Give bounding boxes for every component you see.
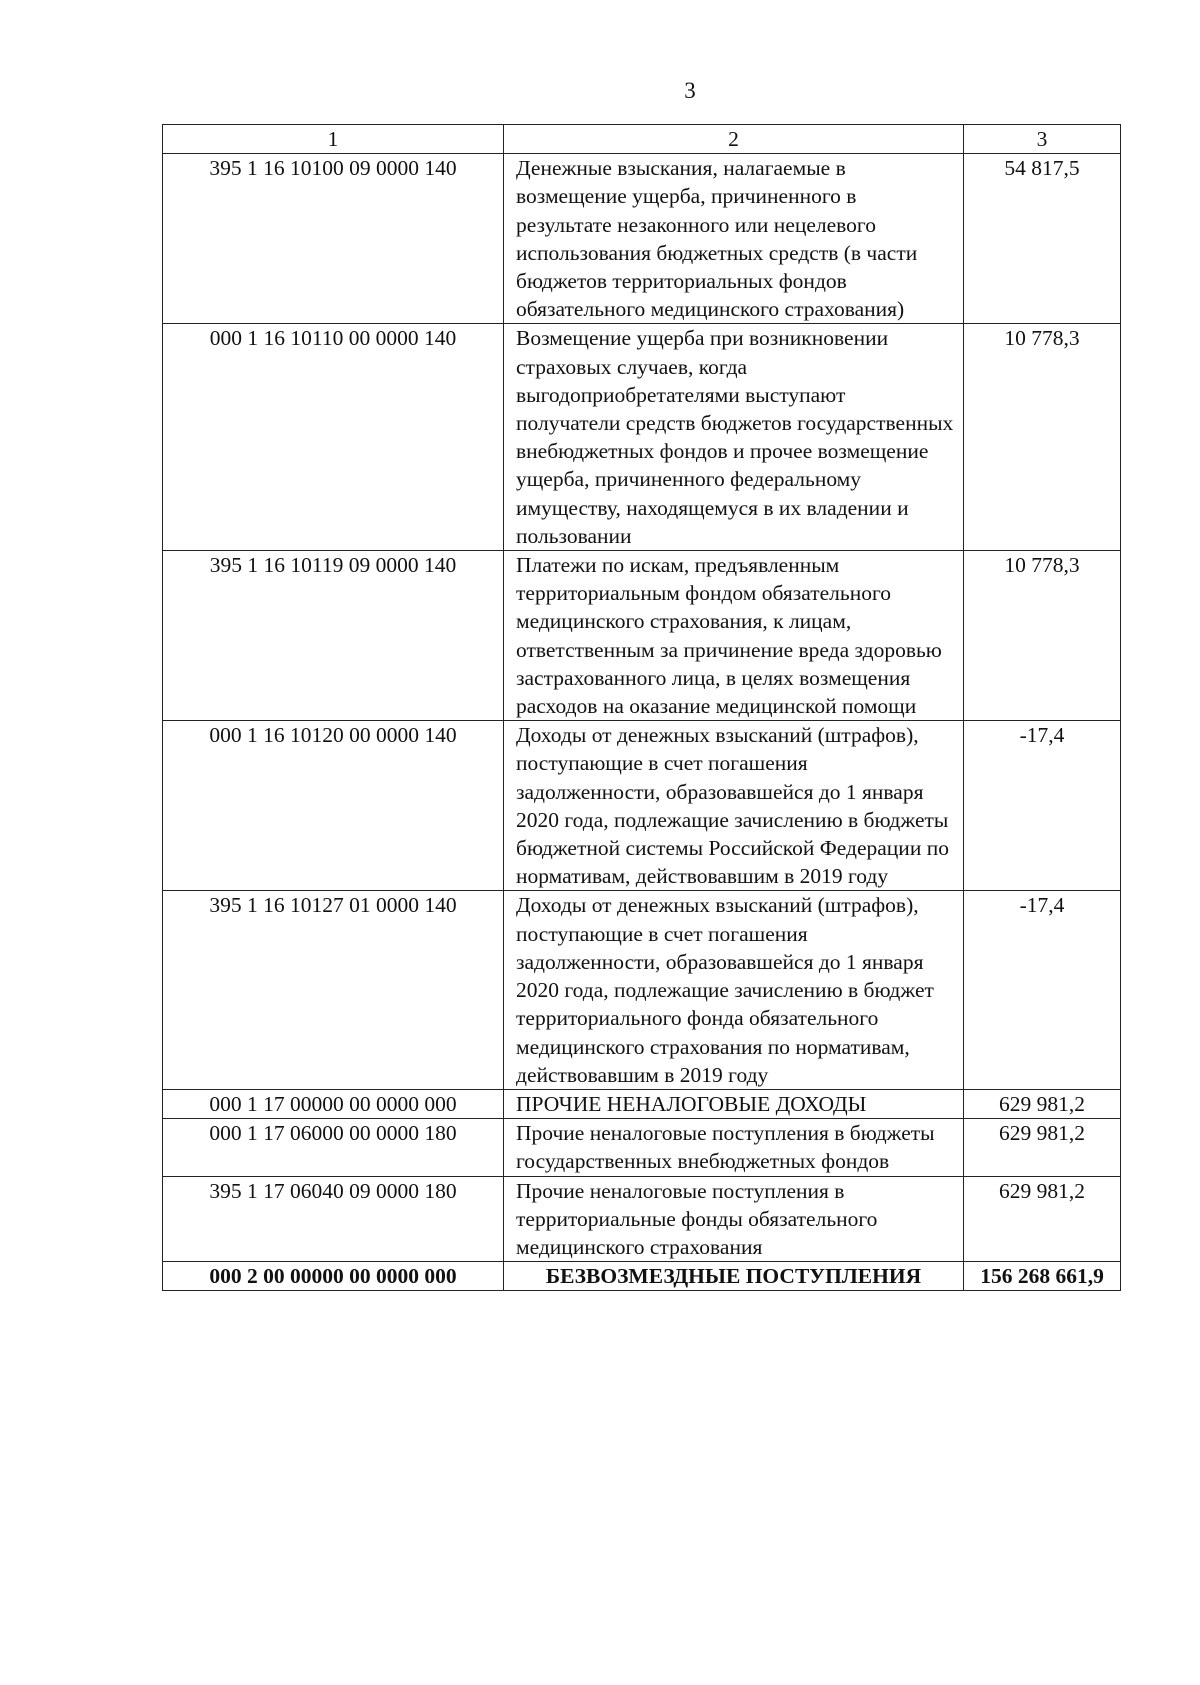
row-description: Прочие неналоговые поступления в территориальные фонды обязательного медицинского страхования <box>504 1176 964 1262</box>
row-amount: 629 981,2 <box>964 1176 1121 1262</box>
row-amount: -17,4 <box>964 721 1121 891</box>
column-header-3: 3 <box>964 125 1121 154</box>
column-header-1: 1 <box>163 125 504 154</box>
revenue-table <box>162 124 1121 1291</box>
row-amount: 629 981,2 <box>964 1089 1121 1118</box>
table-row <box>163 891 1121 1089</box>
budget-code: 395 1 16 10100 09 0000 140 <box>163 154 504 324</box>
budget-code: 000 1 17 00000 00 0000 000 <box>163 1089 504 1118</box>
table-row <box>163 721 1121 891</box>
total-amount: 156 268 661,9 <box>964 1262 1121 1291</box>
total-description: БЕЗВОЗМЕЗДНЫЕ ПОСТУПЛЕНИЯ <box>504 1262 964 1291</box>
table-row <box>163 551 1121 721</box>
row-amount: -17,4 <box>964 891 1121 1089</box>
total-code: 000 2 00 00000 00 0000 000 <box>163 1262 504 1291</box>
table-row <box>163 1119 1121 1176</box>
budget-code: 395 1 16 10127 01 0000 140 <box>163 891 504 1089</box>
column-header-2: 2 <box>504 125 964 154</box>
table-row <box>163 1089 1121 1118</box>
row-description: Доходы от денежных взысканий (штрафов), поступающие в счет погашения задолженности, образовавшейся до 1 января 2020 года, подлежащие зачислению в бюджет территориального фонда обязательного медицинского страхования по нормативам, действовавшим в 2019 году <box>504 891 964 1089</box>
row-description: Прочие неналоговые поступления в бюджеты государственных внебюджетных фондов <box>504 1119 964 1176</box>
page-number: 3 <box>684 78 696 103</box>
budget-code: 000 1 17 06000 00 0000 180 <box>163 1119 504 1176</box>
table-row <box>163 1176 1121 1262</box>
row-description: Платежи по искам, предъявленным территориальным фондом обязательного медицинского страхования, к лицам, ответственным за причинение вреда здоровью застрахованного лица, в целях возмещения расходов на оказание медицинской помощи <box>504 551 964 721</box>
row-description: Доходы от денежных взысканий (штрафов), поступающие в счет погашения задолженности, образовавшейся до 1 января 2020 года, подлежащие зачислению в бюджеты бюджетной системы Российской Федерации по нормативам, действовавшим в 2019 году <box>504 721 964 891</box>
row-amount: 10 778,3 <box>964 551 1121 721</box>
row-amount: 54 817,5 <box>964 154 1121 324</box>
row-description: ПРОЧИЕ НЕНАЛОГОВЫЕ ДОХОДЫ <box>504 1089 964 1118</box>
table-row <box>163 154 1121 324</box>
budget-code: 395 1 16 10119 09 0000 140 <box>163 551 504 721</box>
table-header-row <box>163 125 1121 154</box>
budget-code: 000 1 16 10120 00 0000 140 <box>163 721 504 891</box>
row-amount: 10 778,3 <box>964 324 1121 551</box>
table-row <box>163 324 1121 551</box>
row-description: Возмещение ущерба при возникновении страховых случаев, когда выгодоприобретателями выступают получатели средств бюджетов государственных внебюджетных фондов и прочее возмещение ущерба, причиненного федеральному имуществу, находящемуся в их владении и пользовании <box>504 324 964 551</box>
total-row <box>163 1262 1121 1291</box>
row-amount: 629 981,2 <box>964 1119 1121 1176</box>
budget-code: 395 1 17 06040 09 0000 180 <box>163 1176 504 1262</box>
row-description: Денежные взыскания, налагаемые в возмещение ущерба, причиненного в результате незаконного или нецелевого использования бюджетных средств (в части бюджетов территориальных фондов обязательного медицинского страхования) <box>504 154 964 324</box>
budget-code: 000 1 16 10110 00 0000 140 <box>163 324 504 551</box>
